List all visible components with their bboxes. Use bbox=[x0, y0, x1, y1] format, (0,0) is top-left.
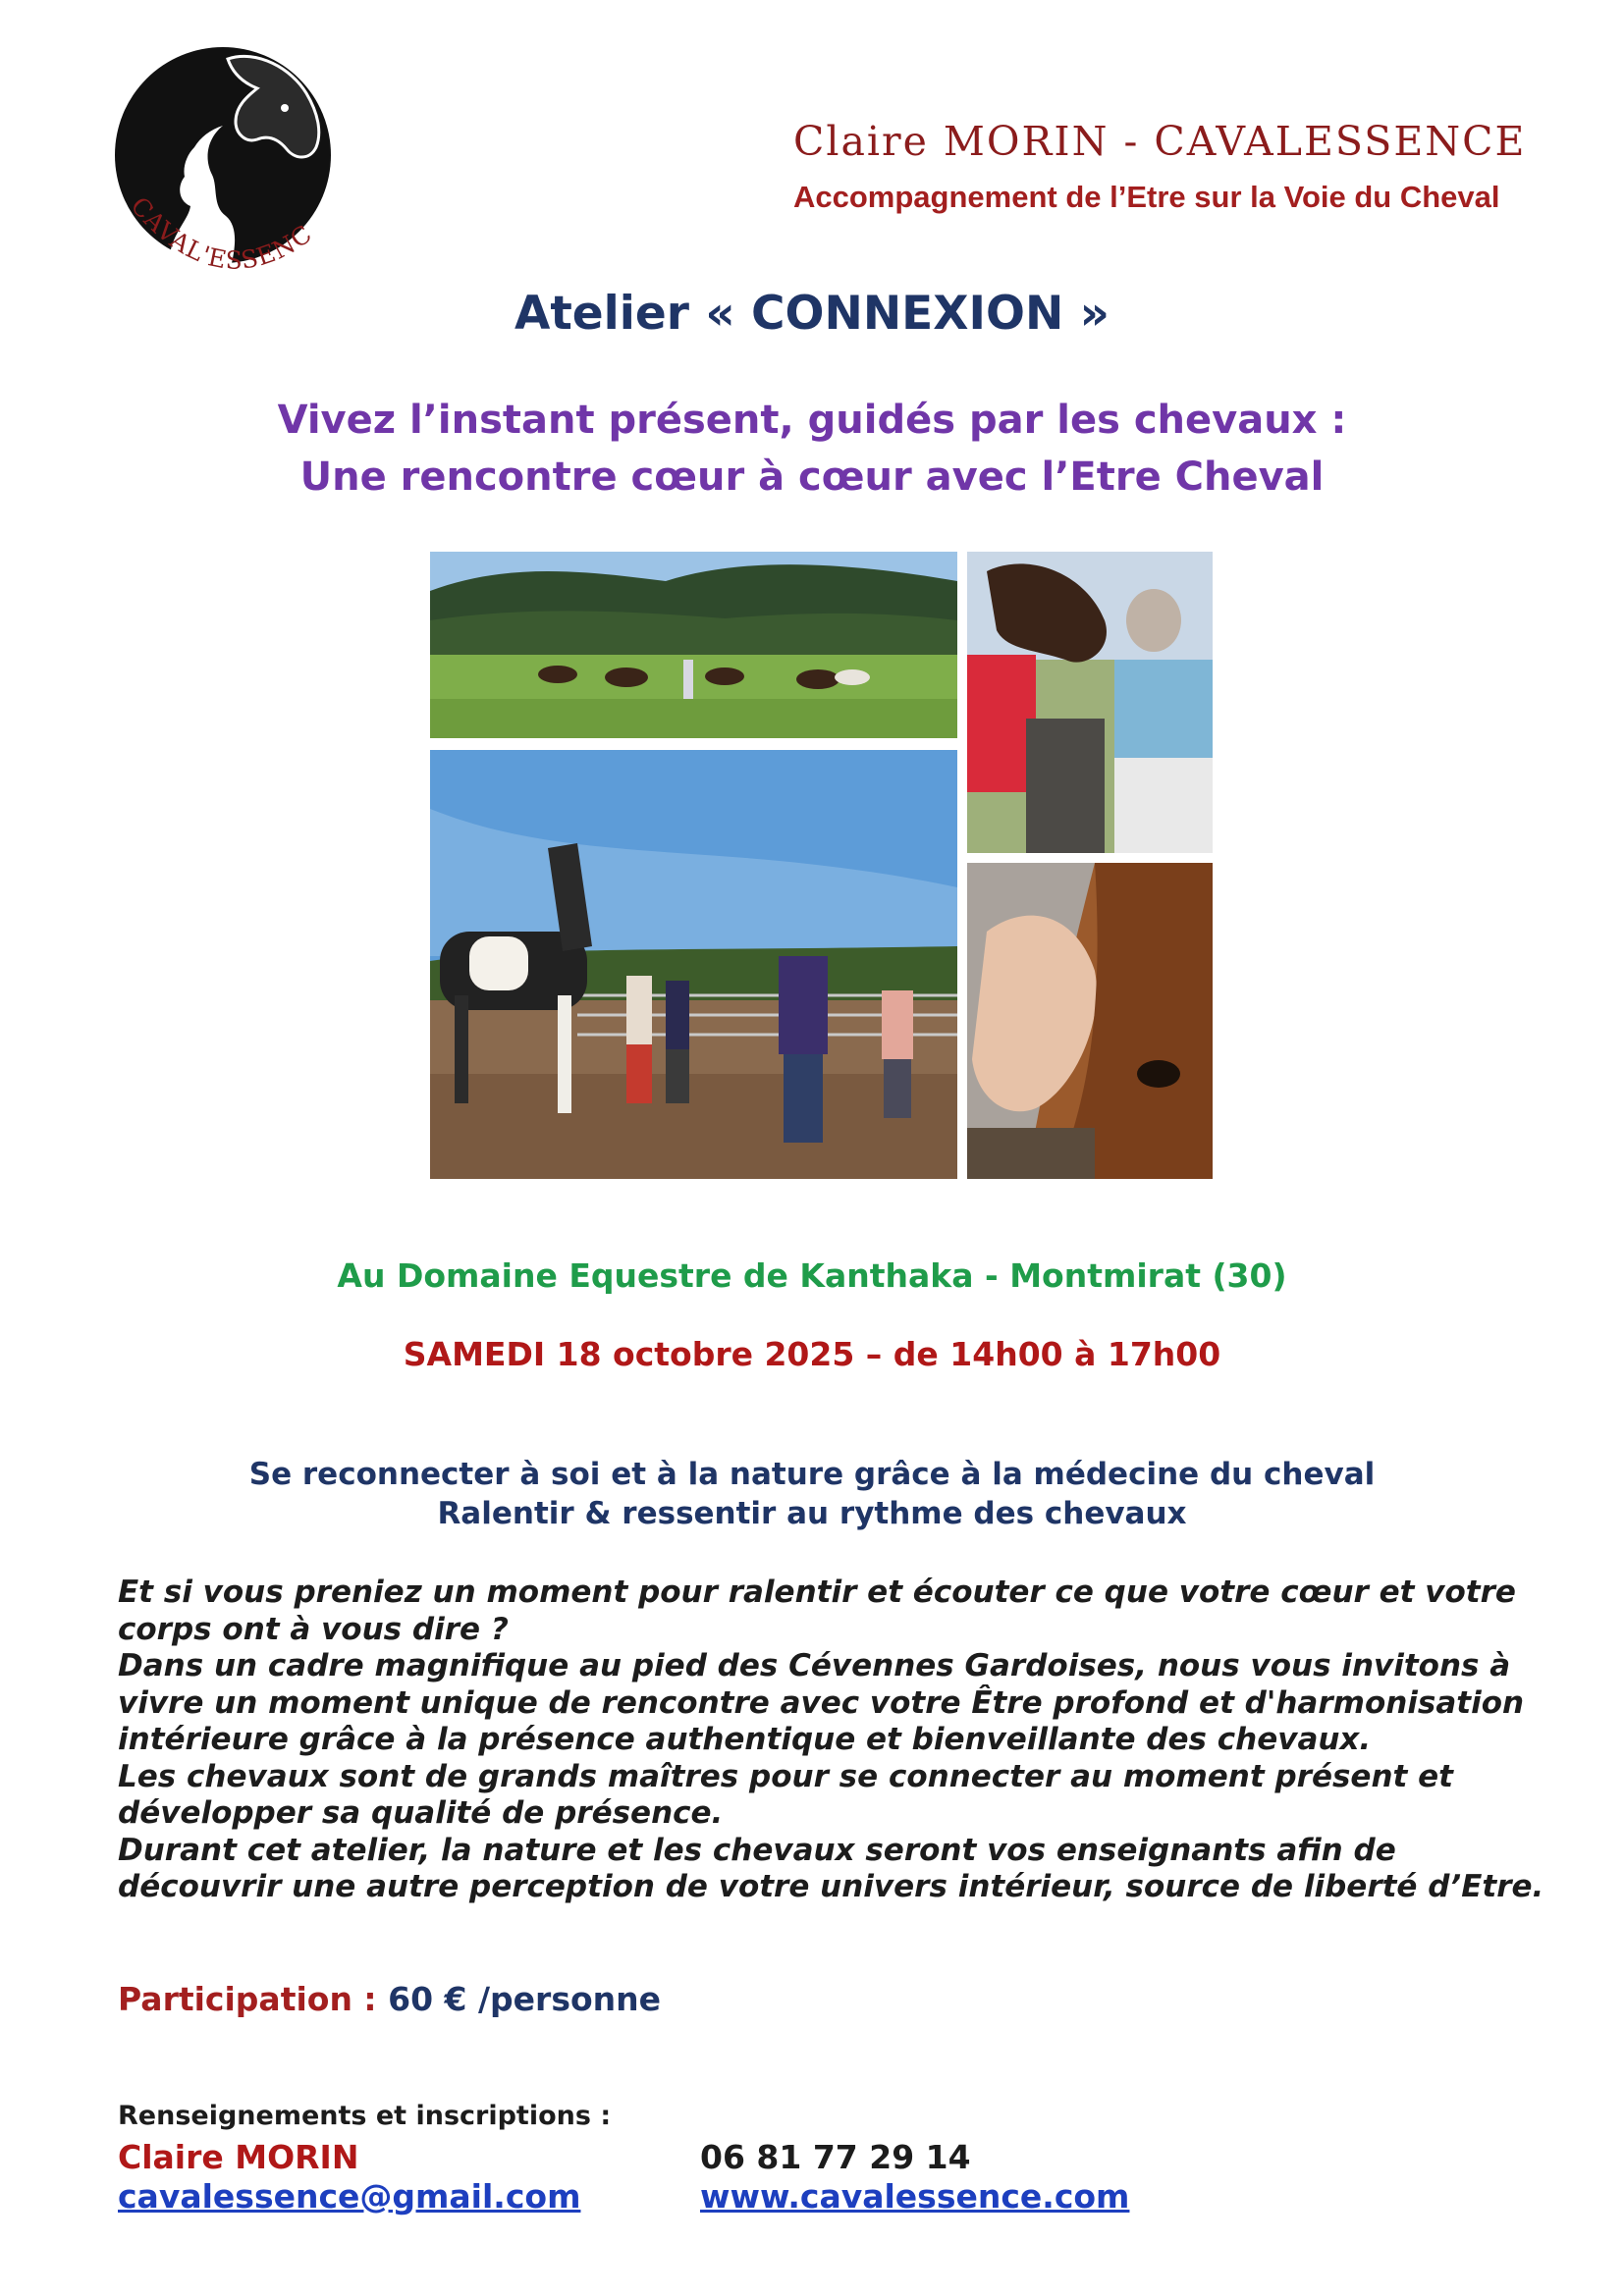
description-line: Dans un cadre magnifique au pied des Cévennes Gardoises, nous vous invitons à bbox=[118, 1648, 1511, 1683]
logo-text: CAVAL'ESSENC bbox=[125, 191, 318, 275]
participation-fee bbox=[118, 1980, 661, 2018]
description-line: corps ont à vous dire ? bbox=[118, 1611, 509, 1647]
contact-website-link[interactable]: www.cavalessence.com bbox=[700, 2177, 1130, 2216]
description-line: découvrir une autre perception de votre univers intérieur, source de liberté d’Etre. bbox=[118, 1869, 1544, 1904]
subtitle-line-1: Vivez l’instant présent, guidés par les chevaux : bbox=[277, 398, 1347, 443]
tagline-line-1: Se reconnecter à soi et à la nature grâce à la médecine du cheval bbox=[248, 1457, 1376, 1492]
description-line: intérieure grâce à la présence authentique et bienveillante des chevaux. bbox=[118, 1722, 1372, 1757]
photo-round-pen-group bbox=[430, 750, 957, 1179]
contact-heading: Renseignements et inscriptions : bbox=[118, 2101, 612, 2131]
description-line: Les chevaux sont de grands maîtres pour se connecter au moment présent et bbox=[118, 1758, 1453, 1794]
event-date: SAMEDI 18 octobre 2025 – de 14h00 à 17h00 bbox=[403, 1335, 1221, 1373]
page-title: Atelier « CONNEXION » bbox=[514, 287, 1110, 341]
photo-woman-with-horse bbox=[967, 863, 1213, 1179]
description-line: développer sa qualité de présence. bbox=[118, 1795, 724, 1831]
cavalessence-logo bbox=[110, 39, 351, 304]
participation-label: Participation : bbox=[118, 1980, 389, 2018]
tagline-line-2: Ralentir & ressentir au rythme des chevaux bbox=[437, 1496, 1187, 1531]
contact-email-link[interactable]: cavalessence@gmail.com bbox=[118, 2177, 581, 2216]
contact-phone: 06 81 77 29 14 bbox=[700, 2138, 971, 2176]
participation-price: 60 € /personne bbox=[388, 1980, 661, 2018]
subtitle-line-2: Une rencontre cœur à cœur avec l’Etre Cheval bbox=[299, 454, 1325, 500]
event-venue: Au Domaine Equestre de Kanthaka - Montmirat (30) bbox=[337, 1256, 1287, 1295]
description-paragraph bbox=[118, 1575, 1544, 1906]
description-line: vivre un moment unique de rencontre avec votre Être profond et d'harmonisation bbox=[118, 1684, 1525, 1721]
photo-horses-in-field bbox=[430, 552, 957, 738]
description-line: Durant cet atelier, la nature et les chevaux seront vos enseignants afin de bbox=[118, 1832, 1396, 1868]
contact-name: Claire MORIN bbox=[118, 2138, 359, 2176]
photo-horse-and-circle bbox=[967, 552, 1213, 853]
description-line: Et si vous preniez un moment pour ralentir et écouter ce que votre cœur et votre bbox=[118, 1575, 1516, 1610]
brand-name: Claire MORIN - CAVALESSENCE bbox=[793, 118, 1527, 165]
brand-tagline: Accompagnement de l’Etre sur la Voie du Cheval bbox=[793, 180, 1500, 214]
